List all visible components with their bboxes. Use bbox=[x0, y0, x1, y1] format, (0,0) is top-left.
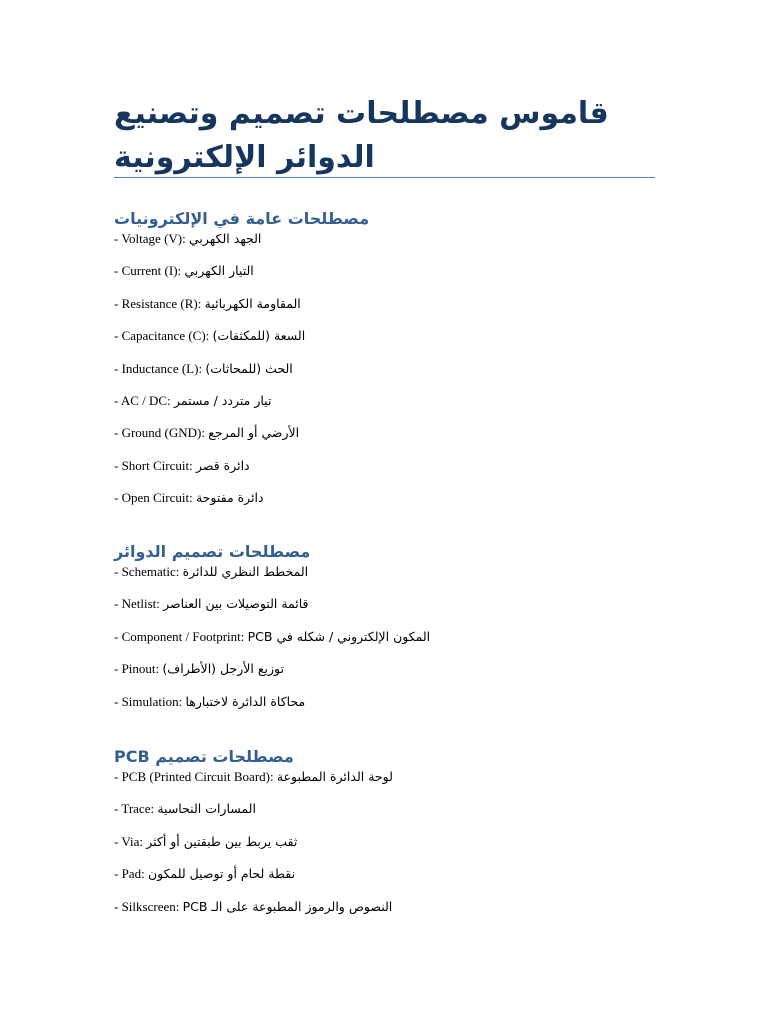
section-circuit-design-terms bbox=[114, 539, 674, 727]
term-item bbox=[114, 630, 674, 662]
section-heading: مصطلحات تصميم الدوائر bbox=[114, 542, 311, 561]
term-arabic: محاكاة الدائرة لاختبارها bbox=[185, 693, 306, 709]
term-item bbox=[114, 394, 674, 426]
section-heading: مصطلحات عامة في الإلكترونيات bbox=[114, 209, 370, 228]
term-arabic: المخطط النظري للدائرة bbox=[182, 564, 309, 579]
term-item bbox=[114, 565, 674, 597]
section-heading: مصطلحات تصميم PCB bbox=[114, 747, 294, 766]
term-english: - Silkscreen: bbox=[114, 898, 183, 914]
term-item bbox=[114, 232, 674, 264]
term-arabic: نقطة لحام أو توصيل للمكون bbox=[147, 866, 296, 882]
term-arabic: الجهد الكهربي bbox=[188, 231, 262, 246]
term-item bbox=[114, 662, 674, 694]
term-item bbox=[114, 802, 674, 834]
term-arabic: توزيع الأرجل (الأطراف) bbox=[162, 661, 284, 677]
term-item bbox=[114, 597, 674, 629]
term-arabic: النصوص والرموز المطبوعة على الـ PCB bbox=[182, 898, 393, 914]
term-list bbox=[114, 232, 674, 524]
term-english: - Resistance (R): bbox=[114, 295, 205, 311]
term-english: - Trace: bbox=[114, 801, 158, 817]
term-arabic: قائمة التوصيلات بين العناصر bbox=[163, 596, 309, 612]
term-english: - Short Circuit: bbox=[114, 457, 196, 473]
term-arabic: المسارات النحاسية bbox=[157, 801, 256, 817]
term-item bbox=[114, 835, 674, 867]
title-divider bbox=[114, 177, 655, 178]
term-english: - AC / DC: bbox=[114, 392, 174, 408]
section-pcb-design-terms bbox=[114, 744, 674, 932]
term-list bbox=[114, 770, 674, 932]
term-english: - Ground (GND): bbox=[114, 425, 209, 441]
term-item bbox=[114, 695, 674, 727]
term-english: - Simulation: bbox=[114, 693, 186, 709]
term-arabic: دائرة مفتوحة bbox=[195, 490, 264, 506]
document-title: قاموس مصطلحات تصميم وتصنيع الدوائر الإلكترونية bbox=[114, 96, 609, 175]
term-english: - Voltage (V): bbox=[114, 231, 189, 246]
term-arabic: لوحة الدائرة المطبوعة bbox=[276, 769, 393, 784]
term-english: - Open Circuit: bbox=[114, 490, 196, 506]
term-item bbox=[114, 329, 674, 361]
term-item bbox=[114, 770, 674, 802]
term-item bbox=[114, 426, 674, 458]
term-item bbox=[114, 297, 674, 329]
term-english: - Schematic: bbox=[114, 564, 183, 579]
term-item bbox=[114, 900, 674, 932]
section-general-terms bbox=[114, 206, 674, 524]
term-item bbox=[114, 264, 674, 296]
term-arabic: ثقب يربط بين طبقتين أو أكثر bbox=[146, 833, 298, 849]
term-english: - Pad: bbox=[114, 866, 148, 882]
term-english: - Capacitance (C): bbox=[114, 328, 213, 344]
term-arabic: التيار الكهربي bbox=[184, 263, 254, 279]
term-english: - PCB (Printed Circuit Board): bbox=[114, 769, 277, 784]
term-arabic: السعة (للمكثفات) bbox=[212, 328, 306, 344]
term-item bbox=[114, 491, 674, 523]
term-arabic: الحث (للمحاثات) bbox=[205, 360, 293, 376]
term-english: - Netlist: bbox=[114, 596, 164, 612]
term-arabic: الأرضي أو المرجع bbox=[208, 425, 300, 441]
term-english: - Current (I): bbox=[114, 263, 185, 279]
term-english: - Via: bbox=[114, 833, 147, 849]
term-item bbox=[114, 362, 674, 394]
term-item bbox=[114, 459, 674, 491]
term-arabic: تيار متردد / مستمر bbox=[173, 392, 272, 408]
term-list bbox=[114, 565, 674, 727]
term-arabic: دائرة قصر bbox=[195, 457, 250, 473]
term-arabic: المكون الإلكتروني / شكله في PCB bbox=[247, 628, 431, 644]
term-english: - Inductance (L): bbox=[114, 360, 206, 376]
term-english: - Component / Footprint: bbox=[114, 628, 248, 644]
term-arabic: المقاومة الكهربائية bbox=[204, 295, 301, 311]
term-english: - Pinout: bbox=[114, 661, 163, 677]
term-item bbox=[114, 867, 674, 899]
